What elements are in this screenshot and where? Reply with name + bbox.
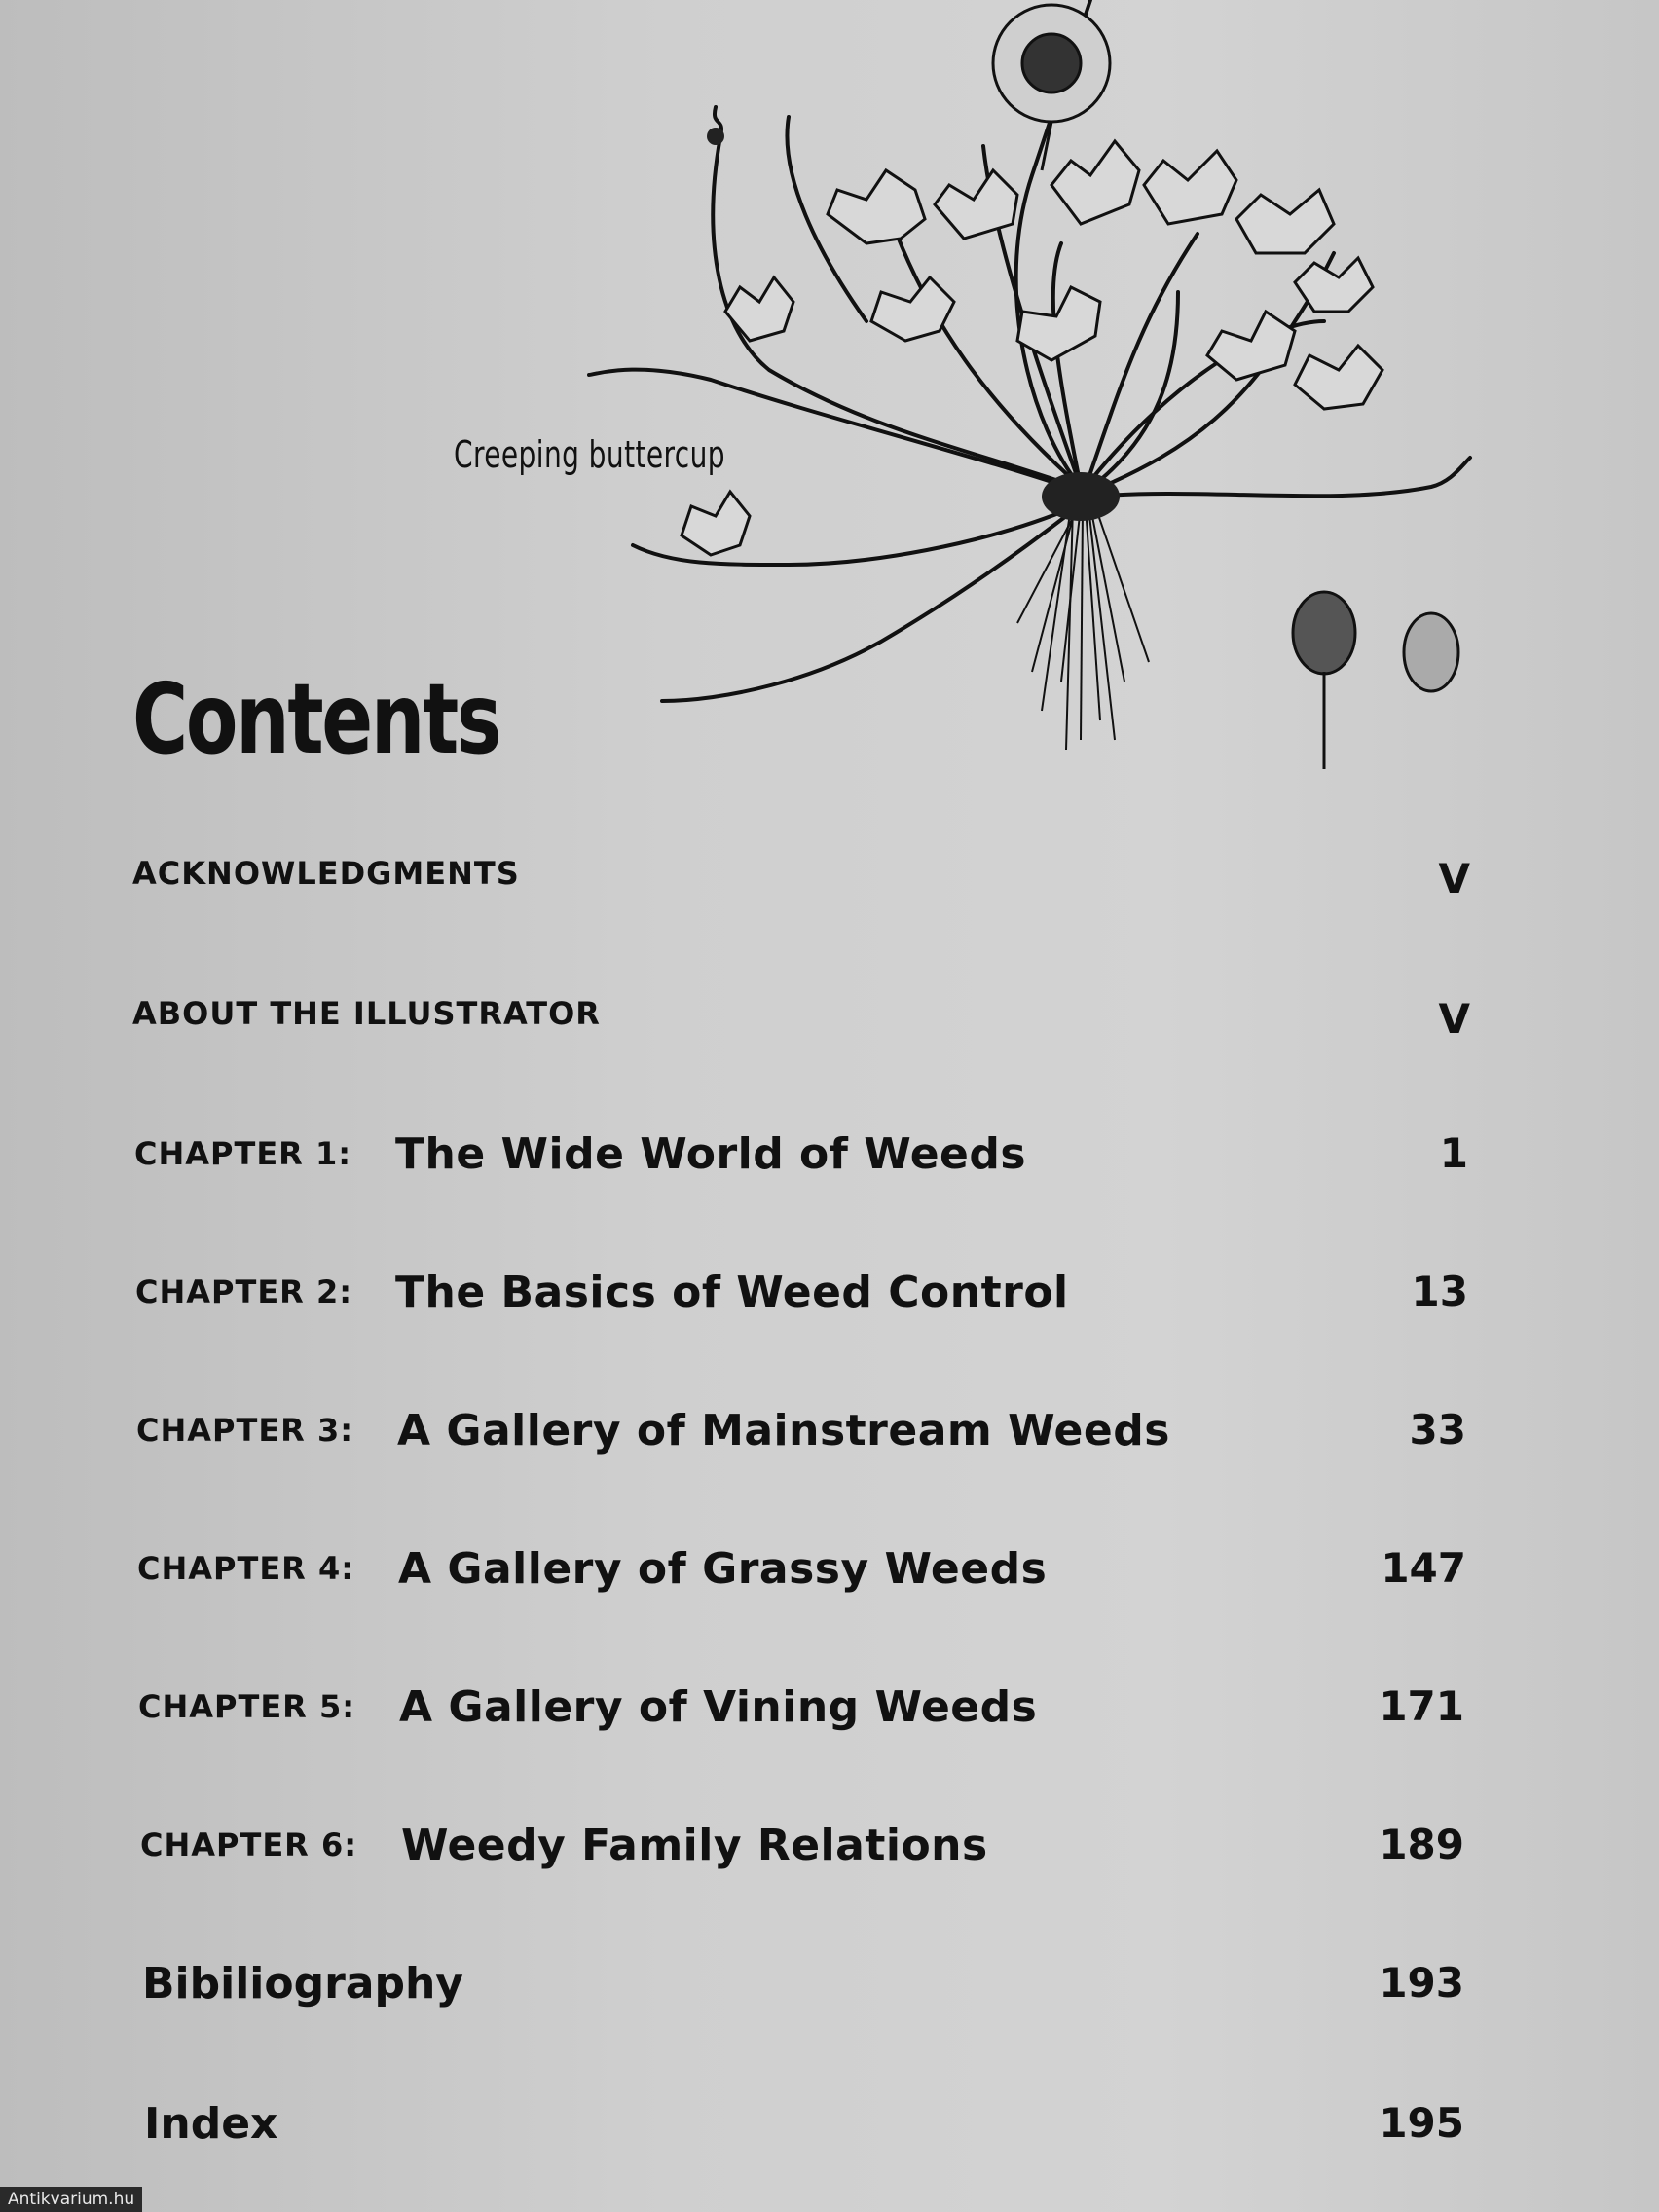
toc-entry-label: Bibiliography bbox=[142, 1959, 463, 2009]
toc-entry-chapter-6[interactable] bbox=[0, 1821, 1659, 1889]
toc-entry-page: V bbox=[1438, 995, 1470, 1043]
chapter-title: The Basics of Weed Control bbox=[395, 1268, 1069, 1317]
watermark: Antikvarium.hu bbox=[0, 2187, 142, 2212]
toc-entry-chapter-1[interactable] bbox=[0, 1129, 1659, 1198]
chapter-title: A Gallery of Vining Weeds bbox=[399, 1682, 1038, 1732]
toc-entry-label: Index bbox=[144, 2099, 278, 2149]
toc-entry-page: 13 bbox=[1411, 1268, 1468, 1315]
toc-entry-chapter-3[interactable] bbox=[0, 1406, 1659, 1474]
chapter-title: A Gallery of Mainstream Weeds bbox=[397, 1406, 1170, 1456]
toc-entry-page: 171 bbox=[1379, 1682, 1464, 1730]
chapter-title: Weedy Family Relations bbox=[401, 1821, 988, 1870]
toc-entry-chapter-5[interactable] bbox=[0, 1682, 1659, 1751]
chapter-number: CHAPTER 3: bbox=[136, 1412, 354, 1449]
toc-entry-chapter-4[interactable] bbox=[0, 1544, 1659, 1612]
toc-entry-chapter-2[interactable] bbox=[0, 1268, 1659, 1336]
toc-entry-label: ABOUT THE ILLUSTRATOR bbox=[132, 995, 601, 1032]
chapter-number: CHAPTER 2: bbox=[135, 1273, 353, 1310]
toc-entry-page: 193 bbox=[1379, 1959, 1464, 2007]
toc-entry-page: 33 bbox=[1409, 1406, 1466, 1454]
chapter-title: A Gallery of Grassy Weeds bbox=[398, 1544, 1048, 1594]
toc-entry-acknowledgments[interactable] bbox=[0, 855, 1659, 923]
toc-entry-page: V bbox=[1438, 855, 1470, 903]
toc-entry-label: ACKNOWLEDGMENTS bbox=[132, 855, 520, 892]
toc-entry-bibliography[interactable] bbox=[0, 1959, 1659, 2027]
toc-entry-index[interactable] bbox=[0, 2099, 1659, 2167]
toc-entry-page: 195 bbox=[1379, 2099, 1464, 2147]
toc-entry-page: 147 bbox=[1381, 1544, 1466, 1592]
chapter-number: CHAPTER 1: bbox=[134, 1135, 352, 1172]
chapter-number: CHAPTER 6: bbox=[140, 1826, 358, 1863]
chapter-number: CHAPTER 4: bbox=[137, 1550, 355, 1587]
illustration-caption: Creeping buttercup bbox=[454, 433, 725, 476]
toc-entry-about-illustrator[interactable] bbox=[0, 995, 1659, 1063]
toc-entry-page: 1 bbox=[1439, 1129, 1468, 1177]
page-title: Contents bbox=[132, 662, 500, 776]
chapter-title: The Wide World of Weeds bbox=[395, 1129, 1027, 1179]
toc-entry-page: 189 bbox=[1379, 1821, 1464, 1868]
chapter-number: CHAPTER 5: bbox=[138, 1688, 356, 1725]
